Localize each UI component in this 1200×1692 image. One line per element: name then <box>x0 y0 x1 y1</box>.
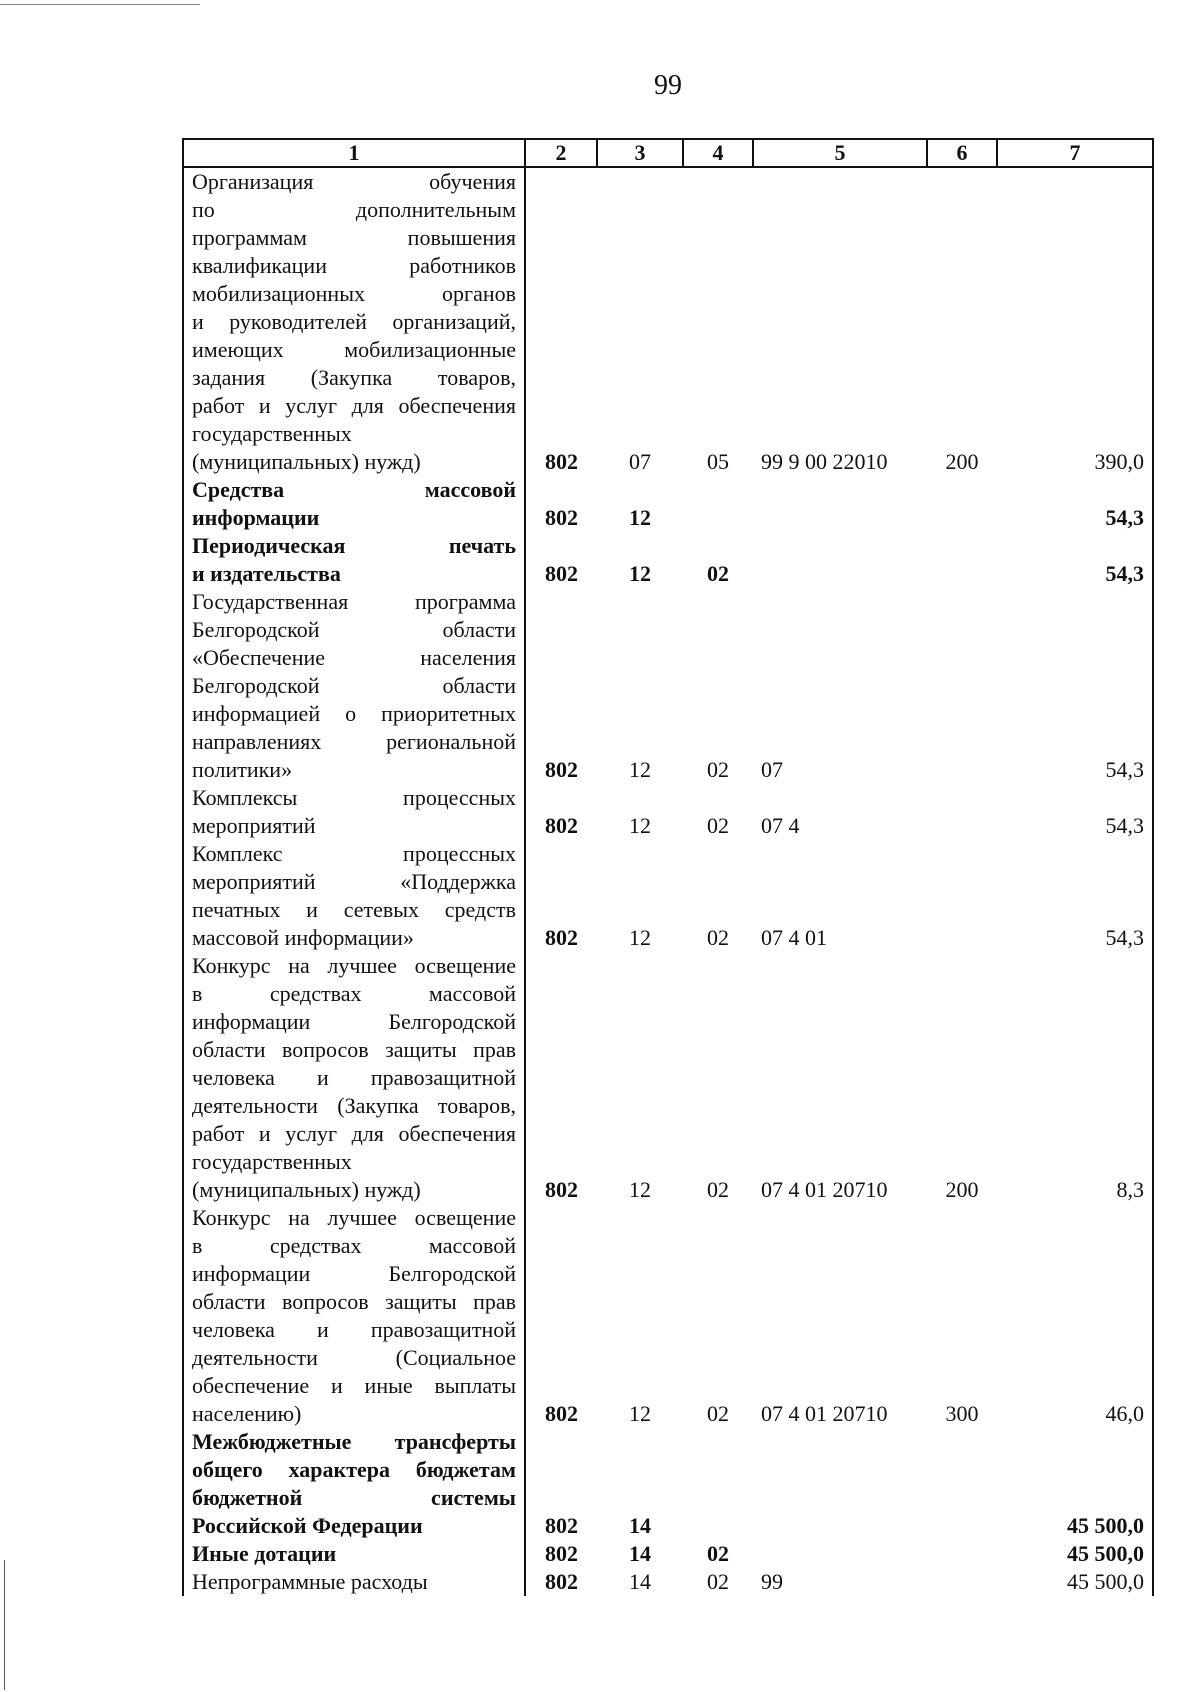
description-line: мероприятий «Поддержка <box>192 869 516 894</box>
row-code-2: 802 <box>545 1569 578 1594</box>
description-line: информации Белгородской <box>192 1261 516 1286</box>
row-description <box>183 1568 525 1596</box>
table-row <box>183 952 1153 1204</box>
row-code-3: 14 <box>629 1569 651 1594</box>
row-code-3: 12 <box>629 813 651 838</box>
description-line: Российской Федерации <box>192 1513 423 1538</box>
row-code-4 <box>683 1428 753 1540</box>
row-description <box>183 784 525 840</box>
row-description <box>183 952 525 1204</box>
description-line: работ и услуг для обеспечения <box>192 1121 516 1146</box>
row-amount: 390,0 <box>997 167 1153 476</box>
description-line: Непрограммные расходы <box>192 1569 428 1594</box>
row-description <box>183 532 525 588</box>
table-row <box>183 1204 1153 1428</box>
row-code-6 <box>927 784 997 840</box>
row-code-5: 07 4 <box>761 813 800 838</box>
description-line: области вопросов защиты прав <box>192 1289 516 1314</box>
description-line: «Обеспечение населения <box>192 645 516 670</box>
row-code-2: 802 <box>545 925 578 950</box>
description-line: имеющих мобилизационные <box>192 337 516 362</box>
row-amount: 8,3 <box>997 952 1153 1204</box>
description-line: государственных <box>192 421 352 446</box>
page-number: 99 <box>654 70 682 101</box>
row-code-5 <box>753 1428 927 1540</box>
row-code-3: 14 <box>629 1513 651 1538</box>
row-code-4: 02 <box>707 1401 729 1426</box>
row-amount: 54,3 <box>997 476 1153 532</box>
header-col-2: 2 <box>525 139 597 167</box>
description-line: Конкурс на лучшее освещение <box>192 953 516 978</box>
description-line: Комплекс процессных <box>192 841 516 866</box>
row-code-3: 12 <box>629 925 651 950</box>
row-code-5 <box>753 532 927 588</box>
row-code-5 <box>753 1540 927 1568</box>
row-code-2: 802 <box>545 561 578 586</box>
budget-table <box>182 138 1154 1596</box>
description-line: Средства массовой <box>192 477 516 502</box>
description-line: по дополнительным <box>192 197 516 222</box>
row-code-3: 12 <box>629 1401 651 1426</box>
row-code-2: 802 <box>545 813 578 838</box>
row-code-6: 300 <box>945 1401 979 1426</box>
row-code-6 <box>927 840 997 952</box>
description-line: Организация обучения <box>192 169 516 194</box>
row-amount: 54,3 <box>997 840 1153 952</box>
row-code-5: 99 9 00 22010 <box>761 449 888 474</box>
row-code-3: 12 <box>629 561 651 586</box>
description-line: в средствах массовой <box>192 1233 516 1258</box>
row-code-5: 99 <box>761 1569 783 1594</box>
row-amount: 54,3 <box>997 784 1153 840</box>
header-col-1: 1 <box>183 139 525 167</box>
row-description <box>183 167 525 476</box>
description-line: в средствах массовой <box>192 981 516 1006</box>
description-line: мобилизационных органов <box>192 281 516 306</box>
row-code-3: 12 <box>629 505 651 530</box>
row-code-5: 07 4 01 20710 <box>761 1177 888 1202</box>
description-line: квалификации работников <box>192 253 516 278</box>
row-description <box>183 588 525 784</box>
description-line: Периодическая печать <box>192 533 516 558</box>
table-row <box>183 167 1153 476</box>
row-code-6 <box>927 588 997 784</box>
description-line: работ и услуг для обеспечения <box>192 393 516 418</box>
row-code-2: 802 <box>545 1401 578 1426</box>
row-code-6: 200 <box>945 449 979 474</box>
table-row <box>183 1540 1153 1568</box>
row-code-6: 200 <box>945 1177 979 1202</box>
row-code-6 <box>927 1428 997 1540</box>
description-line: человека и правозащитной <box>192 1065 516 1090</box>
description-line: Комплексы процессных <box>192 785 516 810</box>
left-edge-rule <box>4 1560 5 1690</box>
table-body <box>183 167 1153 1596</box>
row-code-2: 802 <box>545 449 578 474</box>
row-code-2: 802 <box>545 1541 578 1566</box>
table-header-row <box>183 139 1153 167</box>
description-line: Белгородской области <box>192 673 516 698</box>
row-description <box>183 1428 525 1540</box>
table-row <box>183 784 1153 840</box>
description-line: информации <box>192 505 320 530</box>
row-code-4: 02 <box>707 561 729 586</box>
description-line: Межбюджетные трансферты <box>192 1429 516 1454</box>
header-col-5: 5 <box>753 139 927 167</box>
row-code-3: 07 <box>629 449 651 474</box>
table-row <box>183 1568 1153 1596</box>
row-code-5 <box>753 476 927 532</box>
description-line: деятельности (Закупка товаров, <box>192 1093 516 1118</box>
description-line: человека и правозащитной <box>192 1317 516 1342</box>
header-col-4: 4 <box>683 139 753 167</box>
row-code-4: 02 <box>707 1569 729 1594</box>
row-code-6 <box>927 1568 997 1596</box>
row-code-4: 02 <box>707 1177 729 1202</box>
row-code-4: 02 <box>707 1541 729 1566</box>
description-line: государственных <box>192 1149 352 1174</box>
description-line: программам повышения <box>192 225 516 250</box>
row-code-2: 802 <box>545 505 578 530</box>
table-row <box>183 588 1153 784</box>
row-description <box>183 840 525 952</box>
description-line: печатных и сетевых средств <box>192 897 516 922</box>
description-line: массовой информации» <box>192 925 414 950</box>
row-code-2: 802 <box>545 1177 578 1202</box>
row-amount: 45 500,0 <box>997 1428 1153 1540</box>
row-code-6 <box>927 476 997 532</box>
row-code-2: 802 <box>545 1513 578 1538</box>
row-code-5: 07 4 01 <box>761 925 827 950</box>
row-code-2: 802 <box>545 757 578 782</box>
description-line: бюджетной системы <box>192 1485 516 1510</box>
table-row <box>183 1428 1153 1540</box>
description-line: и издательства <box>192 561 341 586</box>
description-line: общего характера бюджетам <box>192 1457 516 1482</box>
description-line: области вопросов защиты прав <box>192 1037 516 1062</box>
table-row <box>183 476 1153 532</box>
row-code-6 <box>927 532 997 588</box>
row-amount: 54,3 <box>997 588 1153 784</box>
row-code-4: 05 <box>707 449 729 474</box>
row-code-4 <box>683 476 753 532</box>
description-line: направлениях региональной <box>192 729 516 754</box>
description-line: обеспечение и иные выплаты <box>192 1373 516 1398</box>
row-code-5: 07 4 01 20710 <box>761 1401 888 1426</box>
row-code-4: 02 <box>707 757 729 782</box>
table-row <box>183 532 1153 588</box>
row-description <box>183 1204 525 1428</box>
row-code-3: 12 <box>629 1177 651 1202</box>
description-line: политики» <box>192 757 293 782</box>
description-line: населению) <box>192 1401 302 1426</box>
description-line: деятельности (Социальное <box>192 1345 516 1370</box>
description-line: информации Белгородской <box>192 1009 516 1034</box>
description-line: Белгородской области <box>192 617 516 642</box>
description-line: Государственная программа <box>192 589 516 614</box>
description-line: и руководителей организаций, <box>192 309 516 334</box>
row-code-3: 12 <box>629 757 651 782</box>
row-code-3: 14 <box>629 1541 651 1566</box>
row-amount: 45 500,0 <box>997 1540 1153 1568</box>
description-line: (муниципальных) нужд) <box>192 449 421 474</box>
row-code-5: 07 <box>761 757 783 782</box>
top-edge-rule <box>0 4 200 5</box>
row-amount: 46,0 <box>997 1204 1153 1428</box>
header-col-7: 7 <box>997 139 1153 167</box>
header-col-6: 6 <box>927 139 997 167</box>
header-col-3: 3 <box>597 139 683 167</box>
row-amount: 54,3 <box>997 532 1153 588</box>
description-line: Конкурс на лучшее освещение <box>192 1205 516 1230</box>
description-line: (муниципальных) нужд) <box>192 1177 421 1202</box>
description-line: Иные дотации <box>192 1541 337 1566</box>
row-code-4: 02 <box>707 813 729 838</box>
description-line: задания (Закупка товаров, <box>192 365 516 390</box>
row-code-6 <box>927 1540 997 1568</box>
row-description <box>183 476 525 532</box>
row-description <box>183 1540 525 1568</box>
row-code-4: 02 <box>707 925 729 950</box>
description-line: мероприятий <box>192 813 316 838</box>
row-amount: 45 500,0 <box>997 1568 1153 1596</box>
table-row <box>183 840 1153 952</box>
description-line: информацией о приоритетных <box>192 701 516 726</box>
